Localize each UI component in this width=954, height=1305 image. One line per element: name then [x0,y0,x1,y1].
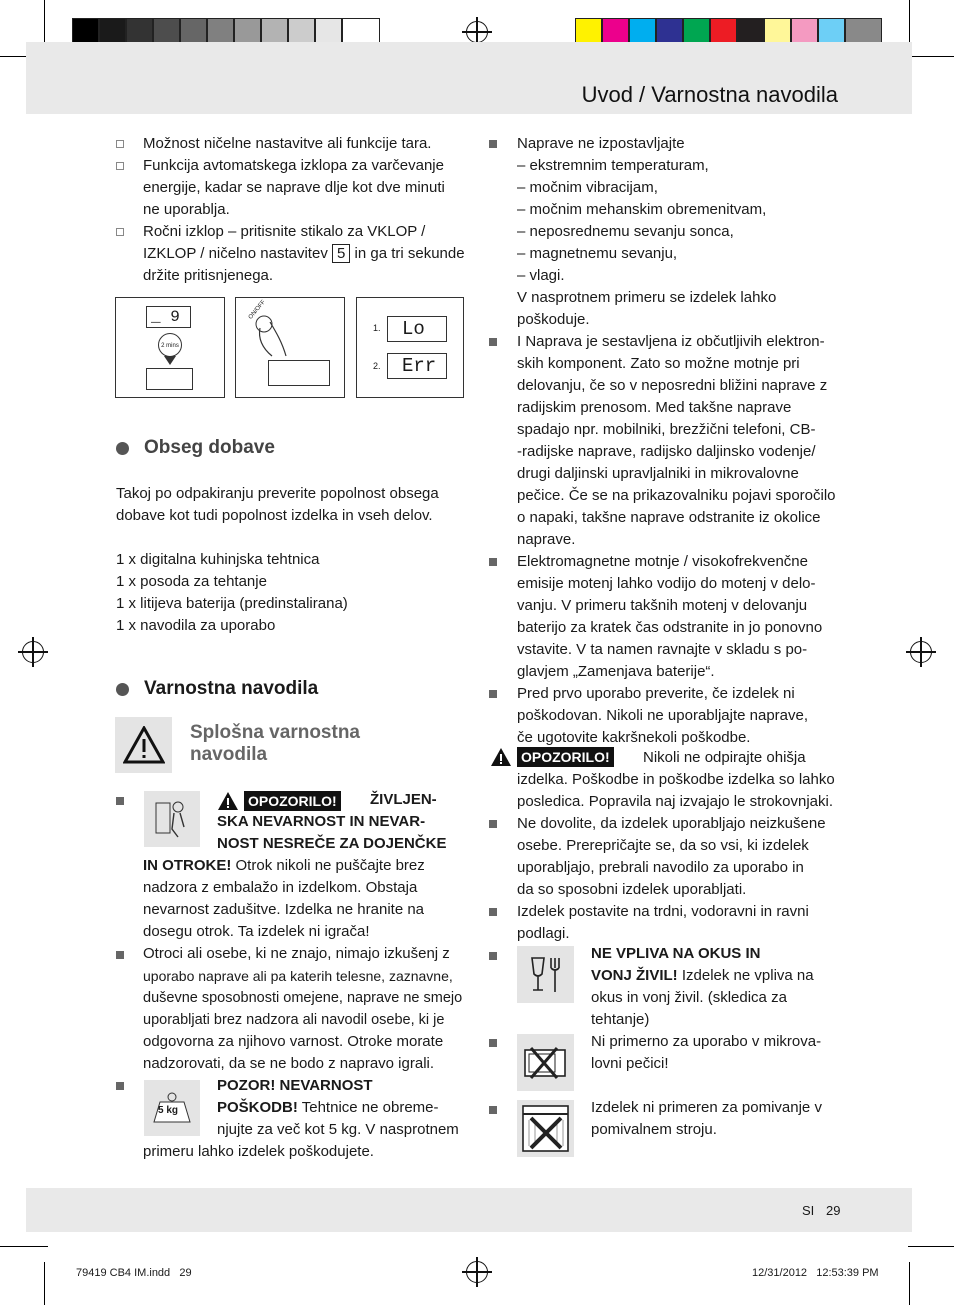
no-microwave-icon [523,1046,568,1080]
paragraph-line: posledica. Popravila naj izvajajo le strokovnjaki. [517,793,833,810]
list-bullet [489,558,497,566]
paragraph-line: emisije motenj lahko vodijo do motenj v delo- [517,575,816,592]
warning-text: NE VPLIVA NA OKUS IN [591,945,761,962]
paragraph-line: glavjem „Zamenjava baterije“. [517,663,715,680]
page-number: 29 [826,1203,841,1218]
registration-mark-icon [466,21,488,43]
list-item: IZKLOP / ničelno nastavitev 5 in ga tri sekunde [143,245,465,262]
scope-item: 1 x navodila za uporabo [116,617,276,634]
warning-triangle-icon [490,747,512,767]
list-bullet [116,797,124,805]
list-item: držite pritisnjenega. [143,267,274,284]
paragraph-line: radijskim prenosom. Med takšne naprave [517,399,792,416]
list-item: Ročni izklop – pritisnite stikalo za VKLOP / [143,223,426,240]
paragraph-line: – močnim vibracijam, [517,179,658,196]
child-warning-icon-box [144,791,200,847]
lcd-lo: Lo [387,316,447,342]
paragraph-line: Ni primerno za uporabo v mikrova- [591,1033,822,1050]
paragraph-line: podlagi. [517,925,570,942]
list-bullet [116,951,124,959]
paragraph-line: -radijske naprave, radijsko daljinsko vodenje/ [517,443,816,460]
section-heading-safety: Varnostna navodila [144,678,319,699]
paragraph-line: Izdelek postavite na trdni, vodoravni in ravni [517,903,809,920]
dishwasher-icon-box [517,1100,574,1157]
timer-circle: 2 mins [158,333,182,357]
list-bullet [489,140,497,148]
paragraph-line: nadzora z embalažo in izdelkom. Obstaja [143,879,418,896]
paragraph-line: – magnetnemu sevanju, [517,245,678,262]
list-item: energije, kadar se naprave dlje kot dve minuti [143,179,445,196]
paragraph-line: – vlagi. [517,267,565,284]
paragraph-line: da so sposobni izdelek uporabljati. [517,881,747,898]
warning-text: POZOR! NEVARNOST [217,1077,373,1094]
lcd-err: Err [387,353,447,379]
paragraph-line: odgovorna za njihovo varnost. Otroke morate [143,1033,444,1050]
paragraph-line: nadzorovati, da se ne bodo z napravo igrali. [143,1055,435,1072]
footer-bar [26,1188,912,1232]
scope-item: 1 x litijeva baterija (predinstalirana) [116,595,348,612]
arrow-down-icon [164,356,176,365]
figure-error-codes [356,297,464,398]
paragraph-line: uporabljati brez nadzora ali navodil osebe, ki je [143,1012,445,1028]
microwave-icon-box [517,1034,574,1091]
list-bullet [489,690,497,698]
section-dot-icon [116,683,129,696]
list-bullet [116,140,124,148]
paragraph-line: pomivalnem stroju. [591,1121,717,1138]
paragraph-line: vanju. V primeru takšnih motenj v delovanju [517,597,808,614]
paragraph-line: skih komponent. Zato so možne motnje pri [517,355,800,372]
figure-auto-off [115,297,225,398]
list-bullet [489,1106,497,1114]
paragraph-line: delovanju, če so v neposredni bližini naprave z [517,377,828,394]
item-number: 1. [373,323,381,333]
paragraph-line: Nikoli ne odpirajte ohišja [643,749,806,766]
paragraph-line: če ugotovite kakršnekoli poškodbe. [517,729,751,746]
warning-text: ŽIVLJEN- [370,791,437,808]
paragraph-line: – močnim mehanskim obremenitvam, [517,201,767,218]
list-bullet [489,1039,497,1047]
paragraph-line: poškoduje. [517,311,590,328]
paragraph-line: izdelka. Poškodbe in poškodbe izdelka so lahko [517,771,835,788]
paragraph-line: uporabo naprave ali pa katerih telesne, zaznavne, [143,968,453,984]
paragraph-line: dosegu otrok. Ta izdelek ni igrača! [143,923,370,940]
crop-mark [44,1262,45,1305]
lcd-display: _ 9 [146,306,191,328]
list-bullet [489,338,497,346]
paragraph-line: lovni pečici! [591,1055,669,1072]
paragraph-line: V nasprotnem primeru se izdelek lahko [517,289,777,306]
paragraph-line: naprave. [517,531,576,548]
registration-mark-icon [22,641,44,663]
paragraph-line: – ekstremnim temperaturam, [517,157,709,174]
figure-manual-off [235,297,345,398]
paragraph-line: Elektromagnetne motnje / visokofrekvenčne [517,553,808,570]
on-off-button-label: ON/OFF [247,299,267,321]
child-packaging-icon [152,797,192,841]
paragraph-line: – neposrednemu sevanju sonca, [517,223,734,240]
lcd-display [268,360,330,386]
registration-mark-icon [466,1261,488,1283]
paragraph-line: VONJ ŽIVIL! Izdelek ne vpliva na [591,967,814,984]
warning-triangle-icon [217,791,239,811]
language-code: SI [802,1203,815,1218]
scope-item: 1 x digitalna kuhinjska tehtnica [116,551,320,568]
paragraph-line: POŠKODB! Tehtnice ne obreme- [217,1099,439,1116]
crop-mark [909,1262,910,1305]
paragraph-line: drugi daljinski upravljalniki in mikrovalovne [517,465,799,482]
paragraph-line: Ne dovolite, da izdelek uporabljajo neizkušene [517,815,826,832]
warning-triangle-icon [123,726,165,764]
paragraph-line: Pred prvo uporabo preverite, če izdelek ni [517,685,795,702]
weight-label: 5 kg [158,1105,179,1116]
paragraph-line: o napaki, takšne naprave odstranite iz okolice [517,509,821,526]
paragraph-line: duševne sposobnosti omejene, naprave ne smejo [143,990,463,1006]
weight-icon-box [144,1080,200,1136]
paragraph-line: Izdelek ni primeren za pomivanje v [591,1099,822,1116]
paragraph-line: Naprave ne izpostavljajte [517,135,685,152]
food-icon-box [517,946,574,1003]
paragraph-line: okus in vonj živil. (skledica za [591,989,787,1006]
glass-fork-icon [529,956,563,994]
list-bullet [116,162,124,170]
section-heading-scope: Obseg dobave [144,437,275,458]
paragraph-line: poškodovan. Nikoli ne uporabljajte naprave, [517,707,809,724]
crop-mark [908,56,954,57]
paragraph-line: pečice. Če se na prikazovalniku pojavi sporočilo [517,487,836,504]
list-bullet [489,908,497,916]
list-item: Funkcija avtomatskega izklopa za varčevanje [143,157,444,174]
print-date: 12/31/2012 12:53:39 PM [752,1267,879,1279]
paragraph-line: tehtanje) [591,1011,650,1028]
file-info: 79419 CB4 IM.indd 29 [76,1267,192,1279]
crop-mark [44,0,45,46]
paragraph-line: IN OTROKE! Otrok nikoli ne puščajte brez [143,857,425,874]
list-bullet [116,1082,124,1090]
list-bullet [116,228,124,236]
ref-number: 5 [332,244,350,263]
paragraph-line: primeru lahko izdelek poškodujete. [143,1143,374,1160]
paragraph-line: vstavite. V ta namen ravnajte v skladu s po- [517,641,808,658]
warning-icon-box [115,717,172,773]
registration-mark-icon [910,641,932,663]
subheading: navodila [190,744,268,765]
finger-press-icon [252,308,292,360]
paragraph-line: uporabljajo, prebrali navodilo za uporabo in [517,859,804,876]
paragraph-line: I Naprava je sestavljena iz občutljivih elektron- [517,333,825,350]
paragraph-line: Otroci ali osebe, ki ne znajo, nimajo izkušenj z [143,945,450,962]
list-bullet [489,952,497,960]
warning-label: OPOZORILO! [244,791,341,811]
paragraph-line: dobave kot tudi popolnost izdelka in vseh delov. [116,507,433,524]
list-item: ne uporablja. [143,201,230,218]
scope-item: 1 x posoda za tehtanje [116,573,267,590]
list-bullet [489,820,497,828]
crop-mark [909,0,910,46]
paragraph-line: Takoj po odpakiranju preverite popolnost obsega [116,485,439,502]
warning-text: SKA NEVARNOST IN NEVAR- [217,813,426,830]
paragraph-line: baterijo za kratek čas odstranite in jo ponovno [517,619,823,636]
paragraph-line: osebe. Prerepričajte se, da so vsi, ki izdelek [517,837,809,854]
item-number: 2. [373,361,381,371]
section-dot-icon [116,442,129,455]
lcd-display-off [146,368,193,390]
warning-label: OPOZORILO! [517,747,614,767]
crop-mark [908,1246,954,1247]
warning-text: NOST NESREČE ZA DOJENČKE [217,835,447,852]
subheading: Splošna varnostna [190,722,360,743]
paragraph-line: njujte za več kot 5 kg. V nasprotnem [217,1121,459,1138]
paragraph-line: spadajo npr. mobilniki, brezžični telefoni, CB- [517,421,816,438]
no-dishwasher-icon [521,1104,570,1153]
list-item: Možnost ničelne nastavitve ali funkcije tara. [143,135,432,152]
paragraph-line: nevarnost zadušitve. Izdelka ne hranite na [143,901,425,918]
crop-mark [0,1246,48,1247]
page-title: Uvod / Varnostna navodila [581,82,838,107]
